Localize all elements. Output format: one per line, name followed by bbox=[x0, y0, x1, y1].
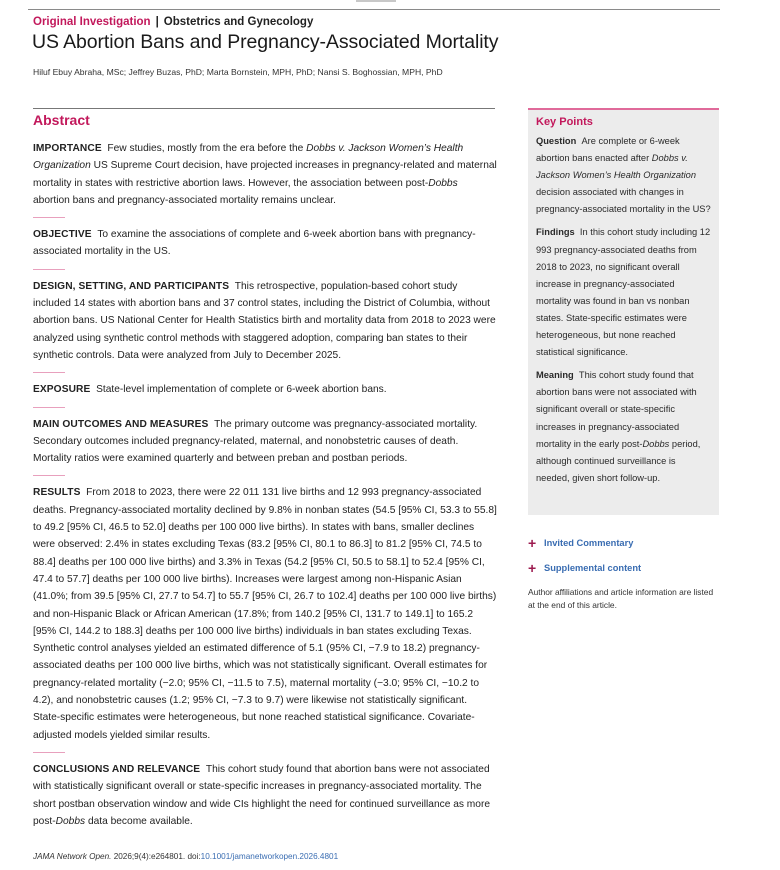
outcomes-label: MAIN OUTCOMES AND MEASURES bbox=[33, 418, 209, 430]
article-title: US Abortion Bans and Pregnancy-Associated Mortality bbox=[32, 31, 499, 53]
importance-italic-2: Dobbs bbox=[428, 177, 458, 189]
key-points-question bbox=[536, 133, 711, 218]
objective-paragraph bbox=[33, 226, 497, 261]
importance-text-2: US Supreme Court decision, have projected increases in pregnancy-related and maternal mortality in states with restrictive abortion laws. However, the association between post- bbox=[33, 160, 497, 189]
top-tab bbox=[356, 0, 396, 2]
affiliations-note: Author affiliations and article information are listed at the end of this article. bbox=[528, 587, 714, 610]
importance-text-1: Few studies, mostly from the era before the bbox=[107, 143, 307, 154]
question-italic-1: Dobbs v. Jackson Women’s Health Organization bbox=[536, 153, 697, 181]
abstract-rule bbox=[33, 108, 495, 109]
question-label: Question bbox=[536, 136, 577, 146]
importance-text-3: abortion bans and pregnancy-associated mortality remains unclear. bbox=[33, 194, 336, 206]
citation bbox=[33, 852, 338, 861]
question-text-2: decision associated with changes in pregnancy-associated mortality in the US? bbox=[536, 187, 711, 215]
exposure-text: State-level implementation of complete or 6-week abortion bans. bbox=[96, 384, 387, 396]
importance-label: IMPORTANCE bbox=[33, 143, 102, 154]
meaning-label: Meaning bbox=[536, 370, 574, 381]
author-list: Hiluf Ebuy Abraha, MSc; Jeffrey Buzas, PhD; Marta Bornstein, MPH, PhD; Nansi S. Boghossian, MPH, PhD bbox=[33, 67, 443, 77]
abstract-heading: Abstract bbox=[33, 112, 90, 128]
meaning-text-2: period, although continued surveillance is needed, given short follow-up. bbox=[536, 438, 701, 483]
plus-icon: + bbox=[528, 560, 537, 576]
meaning-italic-1: Dobbs bbox=[642, 438, 670, 449]
question-text-1: Are complete or 6-week abortion bans enacted after bbox=[536, 136, 680, 164]
results-text: From 2018 to 2023, there were 22 011 131 live births and 12 993 pregnancy-associated deaths. Pregnancy-associated mortality declined by 9.8% in nonban states (54.5 [95% CI, 53.3 to 55.8] to 49.2 [95% CI, 46.5 to 52.0] deaths per 100 000 live births). In states with bans, smaller declines were observed: 2.4% in states excluding Texas (83.2 [95% CI, 80.1 to 86.3] to 81.2 [95% CI, 74.5 to 88.4] deaths per 100 000 live births) and 3.3% in Texas (54.2 [95% CI, 50.5 to 58.1] to 52.4 [95% CI, 47.4 to 57.7] deaths per 100 000 live births). Increases were largest among non-Hispanic Asian (41.0%; from 39.5 [95% CI, 27.7 to 54.7] to 55.7 [95% CI, 26.7 to 102.4] deaths per 100 000 live births) and non-Hispanic Black or African American (17.8%; from 140.2 [95% CI, 131.7 to 149.1] to 165.2 [95% CI, 144.2 to 188.3] deaths per 100 000 live births) individuals in ban states excluding Texas. Synthetic control analyses yielded an estimated difference of 5.1 (95% CI, −7.9 to 18.2) pregnancy-associated deaths per 100 000 live births, which was not statistically significant. Overall estimates for pregnancy-related mortality (−2.0; 95% CI, −11.5 to 7.5), maternal mortality (−3.0; 95% CI, −10.2 to 4.2), and nonobstetric causes (1.2; 95% CI, −7.3 to 9.7) were likewise not statistically significant. State-specific estimates were heterogeneous, but none reached statistical significance. Covariate-adjusted models yielded similar results. bbox=[33, 487, 497, 741]
conclusions-paragraph bbox=[33, 761, 497, 830]
key-points-heading: Key Points bbox=[536, 116, 593, 128]
supplemental-content-link[interactable] bbox=[528, 560, 642, 576]
supplemental-content-label: Supplemental content bbox=[544, 563, 642, 573]
objective-label: OBJECTIVE bbox=[33, 229, 92, 241]
invited-commentary-link[interactable] bbox=[528, 535, 634, 551]
importance-italic-1: Dobbs v. Jackson Women’s Health Organization bbox=[33, 143, 464, 172]
exposure-label: EXPOSURE bbox=[33, 384, 91, 396]
plus-icon: + bbox=[528, 535, 537, 551]
section-divider bbox=[33, 475, 65, 476]
section-divider bbox=[33, 752, 65, 753]
abstract-body bbox=[33, 140, 497, 830]
outcomes-paragraph bbox=[33, 416, 497, 468]
conclusions-label: CONCLUSIONS AND RELEVANCE bbox=[33, 763, 201, 775]
section-divider bbox=[33, 372, 65, 373]
article-header-line bbox=[33, 16, 313, 28]
importance-paragraph bbox=[33, 140, 497, 209]
top-rule bbox=[28, 9, 720, 10]
design-label: DESIGN, SETTING, AND PARTICIPANTS bbox=[33, 280, 230, 292]
meaning-text-1: This cohort study found that abortion bans were not associated with significant overall or state-specific increases in pregnancy-associated mortality in the early post- bbox=[536, 370, 697, 449]
key-points-panel bbox=[528, 108, 719, 515]
header-separator: | bbox=[155, 16, 159, 28]
objective-text: To examine the associations of complete and 6-week abortion bans with pregnancy-associated mortality in the US. bbox=[33, 229, 476, 258]
design-text: This retrospective, population-based cohort study included 14 states with abortion bans and 37 control states, including the District of Columbia, without abortion bans. US National Center for Health Statistics birth and mortality data from 2018 to 2023 were analyzed using synthetic control methods with staggered adoption, comparing ban states to their synthetic controls. Data were analyzed from July to December 2025. bbox=[33, 280, 496, 361]
section-label[interactable]: Original Investigation bbox=[33, 16, 151, 28]
category-label[interactable]: Obstetrics and Gynecology bbox=[163, 16, 314, 28]
citation-journal: JAMA Network Open. bbox=[33, 852, 112, 861]
key-points-findings bbox=[536, 224, 711, 361]
key-points-meaning bbox=[536, 367, 711, 487]
conclusions-italic-1: Dobbs bbox=[55, 815, 86, 827]
results-paragraph bbox=[33, 484, 497, 743]
exposure-paragraph bbox=[33, 381, 497, 398]
findings-text: In this cohort study including 12 993 pregnancy-associated deaths from 2018 to 2023, no significant overall increase in pregnancy-associated mortality was found in ban vs nonban states. State-specific estimates were heterogeneous, but none reached statistical significance. bbox=[536, 227, 711, 358]
conclusions-text-1: This cohort study found that abortion bans were not associated with statistically significant overall or state-specific increases in pregnancy-associated mortality. The short postban observation window and wide CIs highlight the need for continued surveillance as more post- bbox=[33, 763, 491, 827]
findings-label: Findings bbox=[536, 227, 575, 238]
invited-commentary-label: Invited Commentary bbox=[544, 538, 634, 548]
section-divider bbox=[33, 217, 65, 218]
conclusions-text-2: data become available. bbox=[85, 815, 193, 827]
citation-ref: 2026;9(4):e264801. doi: bbox=[111, 852, 201, 861]
results-label: RESULTS bbox=[33, 487, 81, 499]
outcomes-text: The primary outcome was pregnancy-associated mortality. Secondary outcomes included pregnancy-related, maternal, and nonobstetric causes of death. Mortality ratios were examined quarterly and between preban and postban periods. bbox=[33, 418, 478, 465]
section-divider bbox=[33, 269, 65, 270]
section-divider bbox=[33, 407, 65, 408]
design-paragraph bbox=[33, 278, 497, 364]
doi-link[interactable]: 10.1001/jamanetworkopen.2026.4801 bbox=[200, 852, 339, 861]
